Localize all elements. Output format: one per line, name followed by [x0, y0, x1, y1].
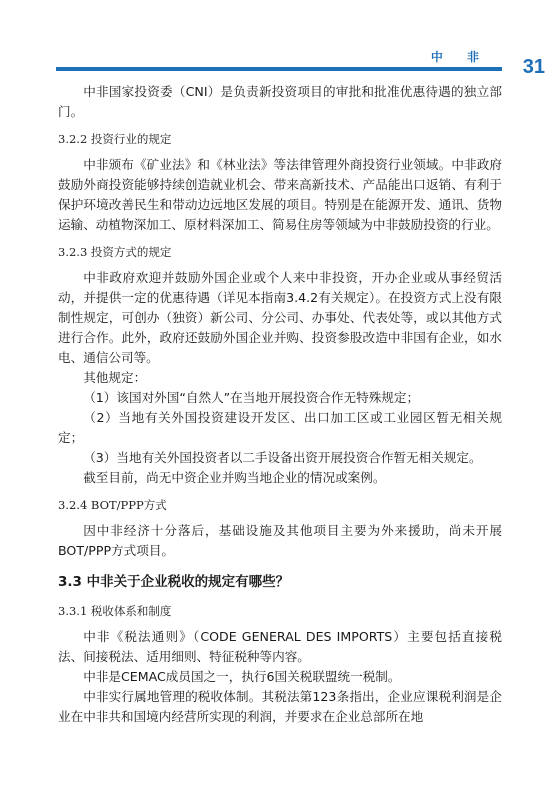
- paragraph-tax-code: 中非《税法通则》（CODE GENERAL DES IMPORTS）主要包括直接税法、间接税法、适用细则、特征税种等内容。: [58, 629, 502, 664]
- list-item-3: （3）当地有关外国投资者以二手设备出资开展投资合作暂无相关规定。: [83, 450, 482, 465]
- subsection-heading-3-2-3: 3.2.3 投资方式的规定: [58, 245, 172, 259]
- paragraph-mergers: 截至目前，尚无中资企业并购当地企业的情况或案例。: [83, 470, 386, 485]
- subsection-heading-3-2-4: 3.2.4 BOT/PPP方式: [58, 498, 167, 512]
- list-item-1: （1）该国对外国“自然人”在当地开展投资合作无特殊规定；: [83, 390, 420, 405]
- subsection-heading-3-3-1: 3.3.1 税收体系和制度: [58, 604, 172, 618]
- header-rule: [56, 67, 502, 71]
- paragraph-investment-sectors: 中非颁布《矿业法》和《林业法》等法律管理外商投资行业领域。中非政府鼓励外商投资能够持续创造就业机会、带来高新技术、产品能出口返销、有利于保护环境改善民生和带动边远地区发展的项目。特别是在能源开发、通讯、货物运输、动植物深加工、原材料深加工、简易住房等领域为中非鼓励投资的行业。: [58, 157, 502, 232]
- page-content: [58, 82, 502, 727]
- paragraph-territorial-tax: 中非实行属地管理的税收体制。其税法第123条指出，企业应课税利润是企业在中非共和国境内经营所实现的利润，并要求在企业总部所在地: [58, 689, 502, 724]
- list-item-2: （2）当地有关外国投资建设开发区、出口加工区或工业园区暂无相关规定；: [58, 410, 502, 445]
- paragraph-cni: 中非国家投资委（CNI）是负责新投资项目的审批和批准优惠待遇的独立部门。: [58, 84, 502, 119]
- paragraph-investment-methods: 中非政府欢迎并鼓励外国企业或个人来中非投资，开办企业或从事经贸活动，并提供一定的优惠待遇（详见本指南3.4.2有关规定）。在投资方式上没有限制性规定，可创办（独资）新公司、分公司、办事处、代表处等，或以其他方式进行合作。此外，政府还鼓励外国企业并购、投资参股改造中非国有企业，如水电、通信公司等。: [58, 270, 502, 365]
- paragraph-cemac: 中非是CEMAC成员国之一，执行6国关税联盟统一税制。: [83, 669, 401, 684]
- page-number: 31: [522, 56, 545, 78]
- header-label: 中 非: [430, 50, 489, 64]
- paragraph-bot-ppp: 因中非经济十分落后，基础设施及其他项目主要为外来援助，尚未开展BOT/PPP方式项目。: [58, 523, 502, 558]
- subsection-heading-3-2-2: 3.2.2 投资行业的规定: [58, 132, 172, 146]
- section-heading-3-3: 3.3 中非关于企业税收的规定有哪些？: [58, 574, 290, 590]
- paragraph-other-rules: 其他规定：: [83, 370, 147, 385]
